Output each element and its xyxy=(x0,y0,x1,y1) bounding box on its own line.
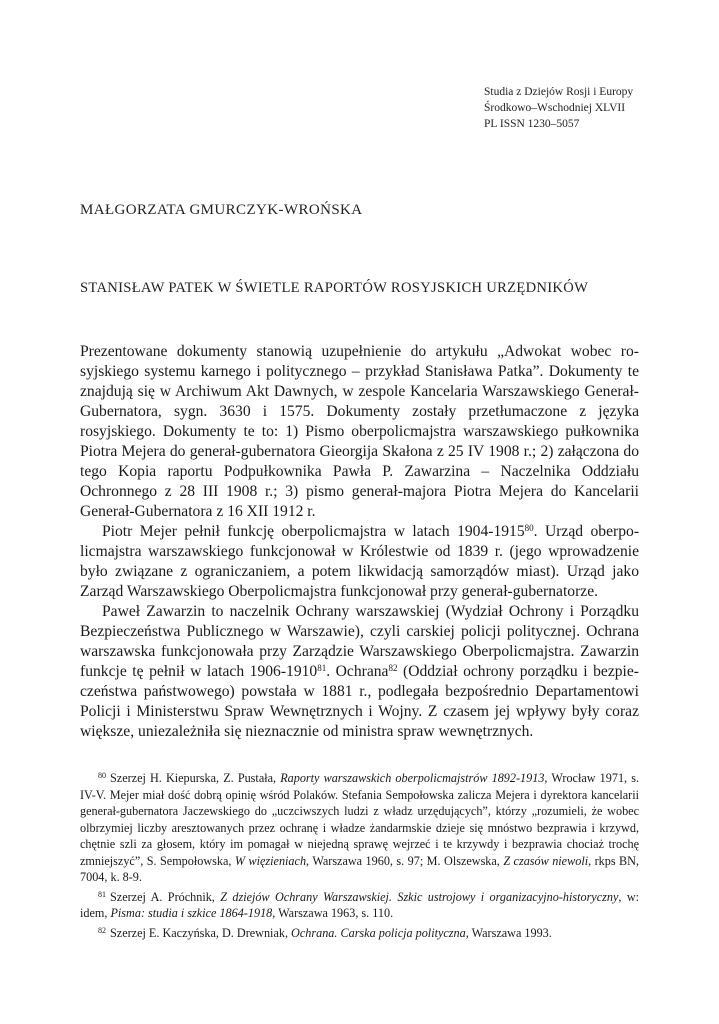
paragraph-3-text-b: . Ochrana xyxy=(326,663,389,680)
footnote-82 xyxy=(80,925,639,942)
footnote-82-number: 82 xyxy=(98,925,106,935)
footnote-ref-81: 81 xyxy=(317,663,327,673)
footnote-80-number: 80 xyxy=(98,771,106,780)
footnotes xyxy=(80,770,639,944)
body-paragraph-3 xyxy=(80,602,639,742)
footnote-ref-80: 80 xyxy=(524,523,534,533)
footnote-80-text-d: , rkps BN, 7004, k. 8-9. xyxy=(80,853,640,884)
footnote-80-text-a: Szerzej H. Kiepurska, Z. Pustała, xyxy=(110,771,281,785)
paragraph-2-text-b: . Urząd oberpolicmajstra warszawskiego funkcjonował w Królestwie od 1839 r. (jego wprowadzenie było związane z ograniczaniem, a potem likwidacją samorządów miast). Urząd jako Zarząd Warszawskiego Oberpolicmajstra funkcjonował przy generał-gubernatorze. xyxy=(80,523,640,600)
paragraph-3-text-c: (Oddział ochrony porządku i bezpieczeństwa państwowego) powstała w 1881 r., podlegała bezpośrednio Departamentowi Policji i Ministerstwu Spraw Wewnętrznych i Wojny. Z czasem jej wpływy były coraz większe, uniezależniła się nieznacznie od ministra spraw wewnętrznych. xyxy=(80,663,639,740)
footnote-81-text-a: Szerzej A. Próchnik, xyxy=(110,889,221,904)
footnote-80-title-3: Z czasów niewoli xyxy=(503,853,589,868)
footnote-80-text-c: , Warszawa 1960, s. 97; M. Olszewska, xyxy=(306,853,504,868)
body-paragraph-1: Prezentowane dokumenty stanowią uzupełnienie do artykułu „Adwokat wobec rosyjskiego systemu karnego i politycznego – przykład Stanisława Patka”. Dokumenty te znajdują się w Archiwum Akt Dawnych, w zespole Kancelaria Warszawskiego Generał-Gubernatora, sygn. 3630 i 1575. Dokumenty zostały przetłumaczone z języka rosyjskiego. Dokumenty te to: 1) Pismo oberpolicmajstra warszawskiego pułkownika Piotra Mejera do generał-gubernatora Gieorgija Skałona z 25 IV 1908 r.; 2) załączona do tego Kopia raportu Podpułkownika Pawła P. Zawarzina – Naczelnika Oddziału Ochronnego z 28 III 1908 r.; 3) pismo generał-majora Piotra Mejera do Kancelarii Generał-Gubernatora z 16 XII 1912 r. xyxy=(80,343,639,520)
series-title-line1: Studia z Dziejów Rosji i Europy xyxy=(484,86,634,98)
series-title-line2: Środkowo–Wschodniej XLVII xyxy=(484,102,626,114)
footnote-80-title-1: Raporty warszawskich oberpolicmajstrów 1892-1913 xyxy=(280,771,545,785)
footnote-80-text-b: , Wrocław 1971, s. IV-V. Mejer miał dość dobrą opinię wśród Polaków. Stefania Sempołowska zalicza Mejera i dyrektora kancelarii generał-gubernatora Jaczewskiego do „uczciwszych ludzi z władz urzędujących”, którzy „rozumieli, że wobec olbrzymiej liczby aresztowanych przez ochranę i władze żandarmskie dzieje się mnóstwo bezprawia i krzywd, chętnie szli za głosem, który im pomagał w niejedną sprawę wejrzeć i te krzywdy i bezprawia chociaż trochę zmniejszyć”, S. Sempołowska, xyxy=(80,771,639,868)
footnote-81-text-b: , w: idem, xyxy=(80,889,640,920)
footnote-81-text-c: , Warszawa 1963, s. 110. xyxy=(272,906,394,920)
footnote-ref-82: 82 xyxy=(388,663,398,673)
series-issn: PL ISSN 1230–5057 xyxy=(484,118,580,130)
body-paragraph-2 xyxy=(80,522,639,602)
journal-series-info xyxy=(484,84,633,132)
footnote-82-title-1: Ochrana. Carska policja polityczna xyxy=(291,925,466,940)
article-body xyxy=(80,342,639,742)
footnote-82-text-b: , Warszawa 1993. xyxy=(465,925,552,940)
footnote-81 xyxy=(80,889,639,922)
paragraph-2-text-a: Piotr Mejer pełnił funkcję oberpolicmajstra w latach 1904-1915 xyxy=(102,523,525,540)
footnote-80 xyxy=(80,770,639,886)
author-name: MAŁGORZATA GMURCZYK-WROŃSKA xyxy=(80,202,363,218)
footnote-80-title-2: W więzieniach xyxy=(234,853,307,868)
paragraph-3-text-a: Paweł Zawarzin to naczelnik Ochrany warszawskiej (Wydział Ochrony i Porządku Bezpieczeństwa Publicznego w Warszawie), czyli carskiej policji politycznej. Ochrana warszawska funkcjonowała przy Zarządzie Warszawskiego Oberpolicmajstra. Zawarzin funkcje tę pełnił w latach 1906-1910 xyxy=(80,603,639,680)
footnote-82-text-a: Szerzej E. Kaczyńska, D. Drewniak, xyxy=(110,925,292,940)
footnote-81-number: 81 xyxy=(98,889,106,899)
footnote-81-title-2: Pisma: studia i szkice 1864-1918 xyxy=(110,906,273,920)
footnote-81-title-1: Z dziejów Ochrany Warszawskiej. Szkic ustrojowy i organizacyjno-historyczny xyxy=(220,889,619,904)
article-title: STANISŁAW PATEK W ŚWIETLE RAPORTÓW ROSYJSKICH URZĘDNIKÓW xyxy=(80,280,589,296)
